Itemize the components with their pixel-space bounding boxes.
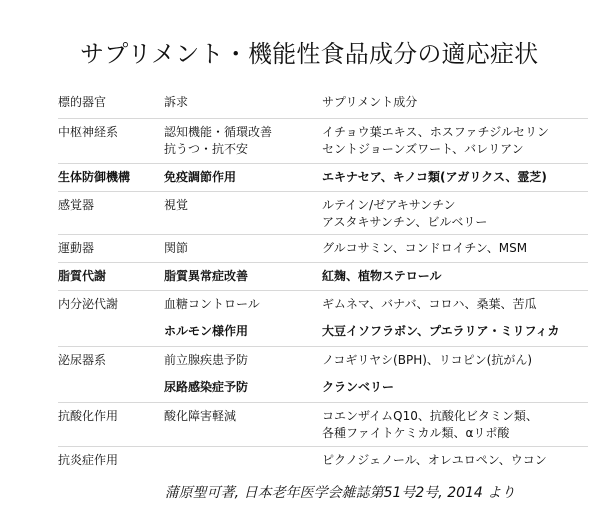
cell-claim: 認知機能・循環改善 抗うつ・抗不安 <box>164 125 273 156</box>
cell-organ: 泌尿器系 <box>58 353 107 367</box>
cell-claim: 血糖コントロール <box>164 297 260 311</box>
cell-organ: 中枢神経系 <box>58 125 119 139</box>
cell-organ: 運動器 <box>58 241 95 255</box>
page-title: サプリメント・機能性食品成分の適応症状 <box>80 40 539 68</box>
cell-ingredients: 紅麹、植物ステロール <box>322 269 442 283</box>
table-row <box>58 318 588 346</box>
cell-ingredients: ギムネマ、バナバ、コロハ、桑葉、苦瓜 <box>322 297 537 311</box>
cell-claim: 脂質異常症改善 <box>164 269 249 283</box>
cell-organ: 生体防御機構 <box>58 170 131 184</box>
header-claim: 訴求 <box>164 95 189 109</box>
table-row <box>58 234 588 262</box>
cell-claim: 免疫調節作用 <box>164 170 237 184</box>
cell-organ: 感覚器 <box>58 198 95 212</box>
source-citation: 蒲原聖可著, 日本老年医学会雑誌第51号2号, 2014 より <box>164 485 516 501</box>
cell-ingredients: ルテイン/ゼアキサンチン アスタキサンチン、ビルベリー <box>322 198 488 229</box>
header-ingredients: サプリメント成分 <box>322 95 418 109</box>
table-row <box>58 374 588 402</box>
cell-claim: 酸化障害軽減 <box>164 409 237 423</box>
cell-organ: 抗炎症作用 <box>58 453 119 467</box>
header-organ: 標的器官 <box>58 95 107 109</box>
table-row <box>58 446 588 474</box>
cell-ingredients: エキナセア、キノコ類(アガリクス、霊芝) <box>322 170 547 184</box>
table-row <box>58 163 588 191</box>
cell-ingredients: ピクノジェノール、オレユロペン、ウコン <box>322 453 547 467</box>
cell-ingredients: ノコギリヤシ(BPH)、リコピン(抗がん) <box>322 353 533 367</box>
cell-ingredients: クランベリー <box>322 380 395 394</box>
cell-organ: 抗酸化作用 <box>58 409 119 423</box>
table-header <box>58 92 588 119</box>
cell-ingredients: コエンザイムQ10、抗酸化ビタミン類、 各種ファイトケミカル類、αリポ酸 <box>322 409 538 440</box>
cell-claim: 尿路感染症予防 <box>164 380 249 394</box>
cell-claim: ホルモン様作用 <box>164 324 249 338</box>
cell-claim: 視覚 <box>164 198 189 212</box>
table-row <box>58 290 588 318</box>
cell-organ: 内分泌代謝 <box>58 297 119 311</box>
table-row <box>58 402 588 446</box>
table-row <box>58 262 588 290</box>
cell-claim: 前立腺疾患予防 <box>164 353 249 367</box>
indication-table <box>58 92 588 474</box>
cell-ingredients: 大豆イソフラボン、プエラリア・ミリフィカ <box>322 324 560 338</box>
cell-ingredients: グルコサミン、コンドロイチン、MSM <box>322 241 528 255</box>
table-row <box>58 346 588 374</box>
cell-organ: 脂質代謝 <box>58 269 107 283</box>
table-row <box>58 191 588 234</box>
table-row <box>58 119 588 163</box>
cell-claim: 関節 <box>164 241 189 255</box>
cell-ingredients: イチョウ葉エキス、ホスファチジルセリン セントジョーンズワート、バレリアン <box>322 125 549 156</box>
